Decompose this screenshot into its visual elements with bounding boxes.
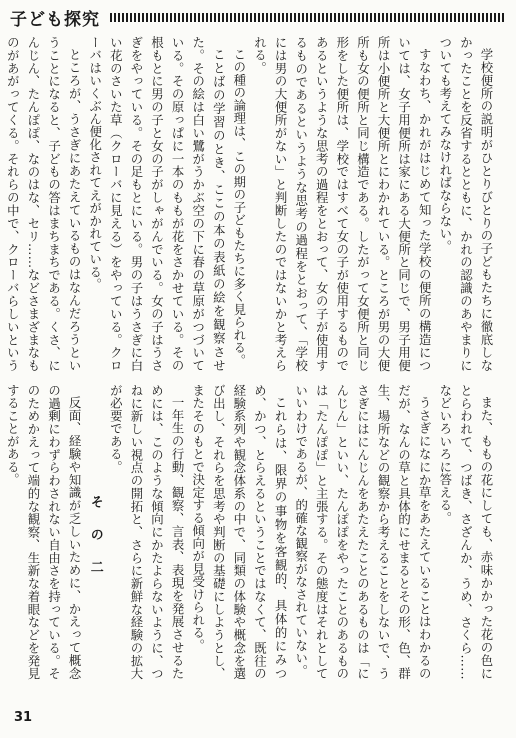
- paragraph: また、ももの花にしても、赤味かかった花の色にとらわれて、つばき、さざんか、うめ、さくら……などいろいろに答える。: [437, 384, 494, 680]
- paragraph: 一年生の行動、観察、言表、表現を発展させるためには、このような傾向にかたよらないように、つねに新しい視点の開拓と、さらに新鮮な経験の拡大が必要である。: [108, 384, 186, 680]
- top-text-block: [0, 36, 496, 372]
- paragraph: すなわち、かれがはじめて知った学校の便所の構造については、女子用便所は家にある大便所と同じで、男子用便所は小便所と大便所とにわかれている。ところが男の大便所も女の便所と同じ構造である。したがって女便所と同じ形をした便所は、学校ではすべて女の子が使用するものであるというような思考の過程をとおって、女の子が使用するものであるというような思考の過程をとおって、「学校には男の大便所がない」と判断したのではないかと考えられる。: [252, 36, 433, 372]
- paragraph: この種の論理は、この期の子どもたちに多く見られる。: [231, 48, 247, 368]
- paragraph: [0, 384, 2, 680]
- paragraph: 反面、経験や知識が乏しいために、かえって概念の過剰にわずらわされない自由さを持っている。そのためかえって端的な観察、生新な着眼などを発見することがある。: [5, 384, 83, 680]
- paragraph: これらは、限界の事物を客観的、具体的にみつめ、かつ、とらえるということではなくて、既往の経験系列や観念体系の中で、同類の体験や概念を選び出し、それらを思考や判断の基礎にしようとし、またそのもとで決定する傾向が見受けられる。: [190, 384, 289, 680]
- section-heading: その二: [87, 494, 103, 592]
- bottom-text-block: [0, 384, 496, 680]
- page-number: 31: [14, 710, 33, 725]
- paragraph: ところが、うさぎにあたえているものはなんだろうということになると、子どもの答はまちまちである。くさ、にんじん、たんぽぽ、なのはな、セリ……などさまざまなものがあがってくる。それらの中で、クローバらしいという: [5, 36, 83, 372]
- page-header: [10, 4, 506, 30]
- paragraph: 学校便所の説明がひとりびとりの子どもたちに徹底しなかったことを反省するとともに、かれの認識のあやまりについても考えてみなければならない。: [437, 36, 494, 372]
- header-rule: [110, 13, 506, 22]
- paragraph: ことばの学習のとき、ここの本の表紙の絵を観察させた。その絵は白い鷺がうかぶ空の下に春の草原がつづいている。その原っぱに一本のももが花をさかせている。その根もとに男の子と女の子がしゃがんでいる。女の子はうさぎをやっている。その足もとにいる。男の子はうさぎに白い花のさいた草（クローバに見える）をやっている。クローバはいくぶん便化されてえがかれている。: [87, 36, 227, 372]
- header-title: 子ども探究: [10, 10, 100, 30]
- paragraph: うさぎになにか草をあたえていることはわかるのだが、なんの草と具体的にせまるとその形、色、群生、場所などの観察から考えることをしないで、うさぎにはにんじんをあたえたことのあるものは「にんじん」といい、たんぽぽをやったことのあるものは「たんぽぽ」と主張する。その態度はそれとしていいわけであるが、的確な観察がなされていない。: [293, 384, 433, 680]
